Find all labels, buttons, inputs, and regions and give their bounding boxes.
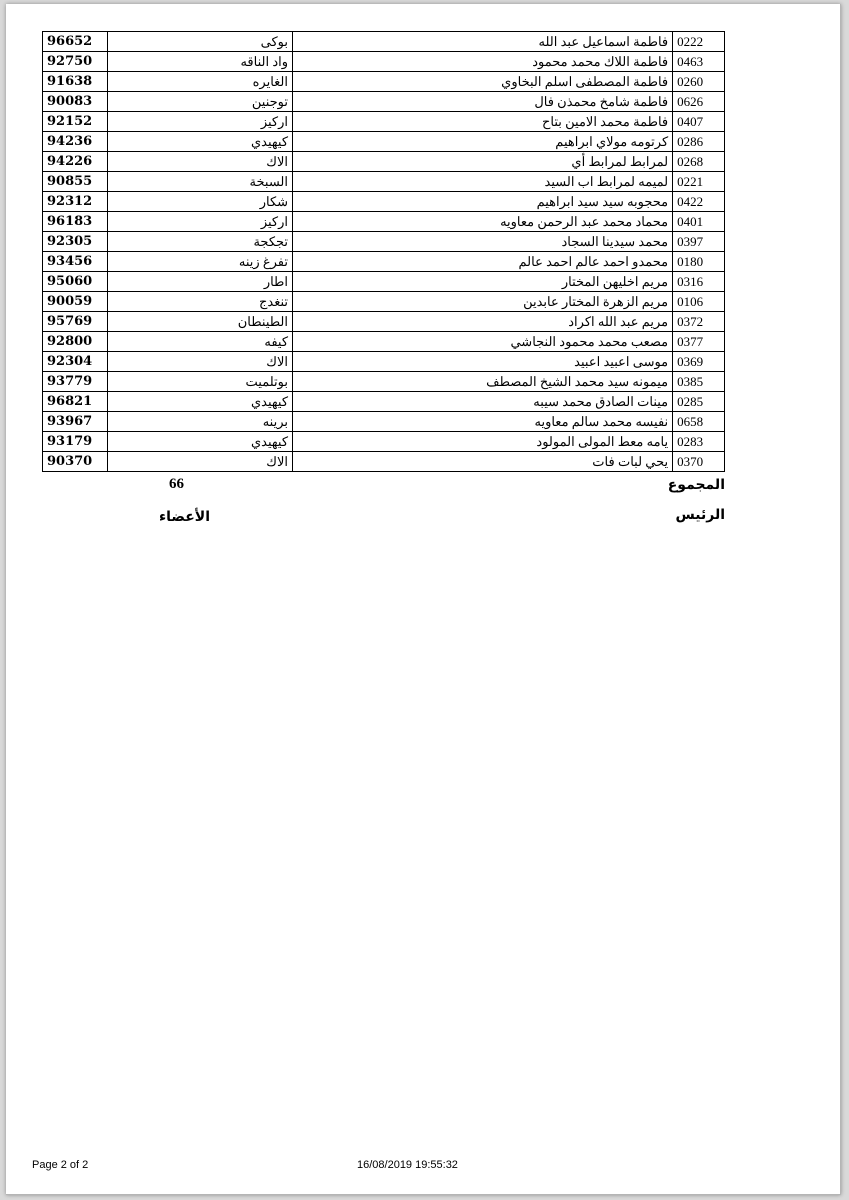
table-row bbox=[43, 32, 725, 52]
member-code-cell: 0106 bbox=[673, 292, 725, 312]
member-name-cell: محمدو احمد عالم احمد عالم bbox=[293, 252, 673, 272]
member-code-cell: 0463 bbox=[673, 52, 725, 72]
member-code-cell: 0180 bbox=[673, 252, 725, 272]
members-label: الأعضاء bbox=[159, 509, 210, 525]
member-number-cell: 93456 bbox=[43, 252, 108, 272]
city-cell: توجنين bbox=[108, 92, 293, 112]
member-number-cell: 90083 bbox=[43, 92, 108, 112]
member-code-cell: 0260 bbox=[673, 72, 725, 92]
member-name-cell: مصعب محمد محمود النجاشي bbox=[293, 332, 673, 352]
total-label: المجموع bbox=[667, 477, 725, 493]
member-number-cell: 93967 bbox=[43, 412, 108, 432]
member-name-cell: فاطمة المصطفى اسلم البخاوي bbox=[293, 72, 673, 92]
member-name-cell: لمرابط لمرابط أي bbox=[293, 152, 673, 172]
city-cell: بوتلميت bbox=[108, 372, 293, 392]
member-code-cell: 0385 bbox=[673, 372, 725, 392]
member-code-cell: 0221 bbox=[673, 172, 725, 192]
city-cell: الاك bbox=[108, 152, 293, 172]
city-cell: الاك bbox=[108, 452, 293, 472]
member-name-cell: محمد سيدينا السجاد bbox=[293, 232, 673, 252]
table-row bbox=[43, 232, 725, 252]
document-page bbox=[6, 4, 841, 1195]
member-code-cell: 0222 bbox=[673, 32, 725, 52]
table-row bbox=[43, 372, 725, 392]
table-row bbox=[43, 312, 725, 332]
member-number-cell: 93779 bbox=[43, 372, 108, 392]
table-row bbox=[43, 392, 725, 412]
member-number-cell: 92152 bbox=[43, 112, 108, 132]
member-name-cell: فاطمة شامخ محمذن فال bbox=[293, 92, 673, 112]
city-cell: بوكى bbox=[108, 32, 293, 52]
city-cell: تجكجة bbox=[108, 232, 293, 252]
member-name-cell: يحي لبات فات bbox=[293, 452, 673, 472]
member-number-cell: 90370 bbox=[43, 452, 108, 472]
member-code-cell: 0268 bbox=[673, 152, 725, 172]
member-number-cell: 92305 bbox=[43, 232, 108, 252]
table-row bbox=[43, 272, 725, 292]
member-number-cell: 93179 bbox=[43, 432, 108, 452]
page-number: Page 2 of 2 bbox=[32, 1159, 89, 1171]
member-code-cell: 0626 bbox=[673, 92, 725, 112]
member-code-cell: 0422 bbox=[673, 192, 725, 212]
member-name-cell: موسى اعبيد اعبيد bbox=[293, 352, 673, 372]
total-value: 66 bbox=[169, 476, 184, 492]
city-cell: واد الناقه bbox=[108, 52, 293, 72]
city-cell: الطينطان bbox=[108, 312, 293, 332]
member-code-cell: 0372 bbox=[673, 312, 725, 332]
member-number-cell: 92304 bbox=[43, 352, 108, 372]
member-code-cell: 0369 bbox=[673, 352, 725, 372]
city-cell: الاك bbox=[108, 352, 293, 372]
member-code-cell: 0316 bbox=[673, 272, 725, 292]
members-table bbox=[42, 31, 725, 472]
member-number-cell: 96652 bbox=[43, 32, 108, 52]
member-name-cell: مينات الصادق محمد سيبه bbox=[293, 392, 673, 412]
member-name-cell: يامه معط المولى المولود bbox=[293, 432, 673, 452]
table-row bbox=[43, 192, 725, 212]
member-name-cell: كرتومه مولاي ابراهيم bbox=[293, 132, 673, 152]
member-code-cell: 0286 bbox=[673, 132, 725, 152]
table-row bbox=[43, 52, 725, 72]
member-code-cell: 0401 bbox=[673, 212, 725, 232]
print-timestamp: 16/08/2019 19:55:32 bbox=[357, 1159, 458, 1171]
city-cell: تفرغ زينه bbox=[108, 252, 293, 272]
table-row bbox=[43, 212, 725, 232]
members-table-body bbox=[43, 32, 725, 472]
member-number-cell: 91638 bbox=[43, 72, 108, 92]
city-cell: كيفه bbox=[108, 332, 293, 352]
member-name-cell: فاطمة اللاك محمد محمود bbox=[293, 52, 673, 72]
table-row bbox=[43, 172, 725, 192]
member-number-cell: 96183 bbox=[43, 212, 108, 232]
member-name-cell: فاطمة محمد الامين بتاح bbox=[293, 112, 673, 132]
member-code-cell: 0397 bbox=[673, 232, 725, 252]
president-label: الرئيس bbox=[675, 507, 725, 523]
member-name-cell: نفيسه محمد سالم معاويه bbox=[293, 412, 673, 432]
table-row bbox=[43, 332, 725, 352]
member-number-cell: 92750 bbox=[43, 52, 108, 72]
member-number-cell: 90059 bbox=[43, 292, 108, 312]
city-cell: كيهيدي bbox=[108, 432, 293, 452]
member-code-cell: 0658 bbox=[673, 412, 725, 432]
city-cell: برينه bbox=[108, 412, 293, 432]
city-cell: الغايره bbox=[108, 72, 293, 92]
member-number-cell: 94226 bbox=[43, 152, 108, 172]
table-row bbox=[43, 432, 725, 452]
table-row bbox=[43, 112, 725, 132]
table-row bbox=[43, 452, 725, 472]
city-cell: اركيز bbox=[108, 112, 293, 132]
member-number-cell: 90855 bbox=[43, 172, 108, 192]
member-name-cell: ميمونه سيد محمد الشيخ المصطف bbox=[293, 372, 673, 392]
member-code-cell: 0407 bbox=[673, 112, 725, 132]
member-code-cell: 0370 bbox=[673, 452, 725, 472]
member-number-cell: 94236 bbox=[43, 132, 108, 152]
table-row bbox=[43, 412, 725, 432]
table-row bbox=[43, 132, 725, 152]
member-code-cell: 0285 bbox=[673, 392, 725, 412]
member-name-cell: مريم الزهرة المختار عابدين bbox=[293, 292, 673, 312]
table-row bbox=[43, 72, 725, 92]
member-code-cell: 0283 bbox=[673, 432, 725, 452]
city-cell: السبخة bbox=[108, 172, 293, 192]
table-row bbox=[43, 92, 725, 112]
member-number-cell: 95060 bbox=[43, 272, 108, 292]
member-number-cell: 92800 bbox=[43, 332, 108, 352]
city-cell: كيهيدي bbox=[108, 132, 293, 152]
member-name-cell: لميمه لمرابط اب السيد bbox=[293, 172, 673, 192]
member-name-cell: مريم عبد الله اكراد bbox=[293, 312, 673, 332]
table-row bbox=[43, 152, 725, 172]
member-name-cell: محماد محمد عبد الرحمن معاويه bbox=[293, 212, 673, 232]
member-number-cell: 95769 bbox=[43, 312, 108, 332]
member-name-cell: مريم اخليهن المختار bbox=[293, 272, 673, 292]
city-cell: كيهيدي bbox=[108, 392, 293, 412]
member-number-cell: 92312 bbox=[43, 192, 108, 212]
city-cell: شكار bbox=[108, 192, 293, 212]
member-name-cell: محجوبه سيد سيد ابراهيم bbox=[293, 192, 673, 212]
table-row bbox=[43, 352, 725, 372]
table-row bbox=[43, 292, 725, 312]
city-cell: اركيز bbox=[108, 212, 293, 232]
city-cell: اطار bbox=[108, 272, 293, 292]
city-cell: تنغدج bbox=[108, 292, 293, 312]
table-row bbox=[43, 252, 725, 272]
member-number-cell: 96821 bbox=[43, 392, 108, 412]
member-code-cell: 0377 bbox=[673, 332, 725, 352]
member-name-cell: فاطمة اسماعيل عبد الله bbox=[293, 32, 673, 52]
